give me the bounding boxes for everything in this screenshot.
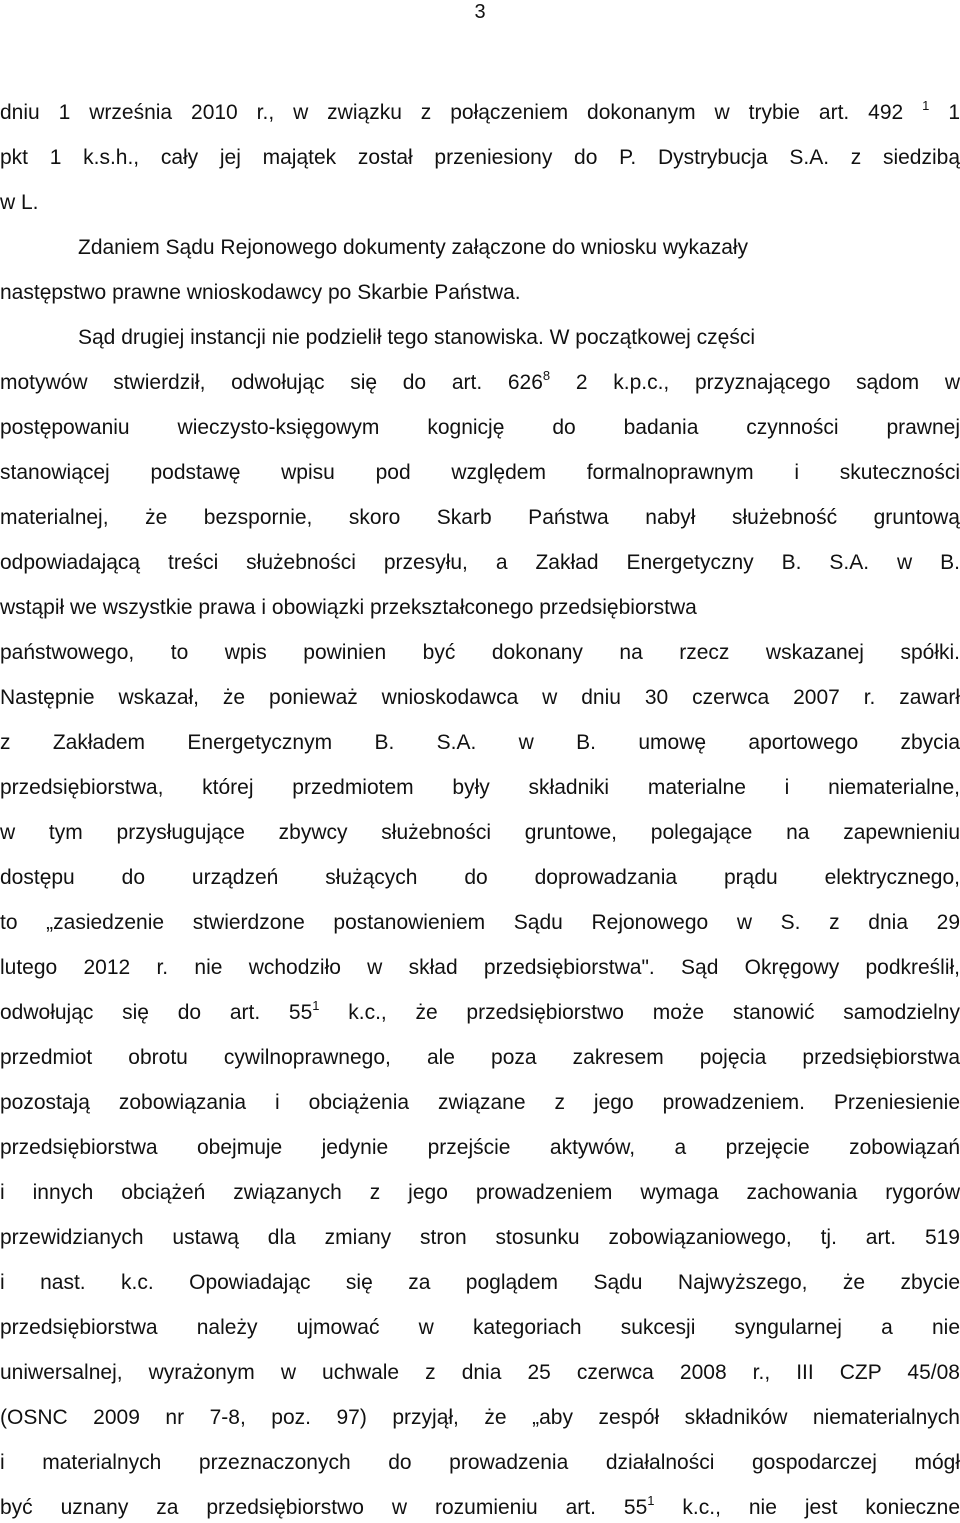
text-segment: Zdaniem Sądu Rejonowego dokumenty załączone do wniosku wykazały: [78, 236, 748, 259]
text-segment: 2 k.p.c., przyznającego sądom w: [576, 371, 960, 394]
text-segment: materialnej, że bezspornie, skoro Skarb Państwa nabył służebność gruntową: [0, 506, 960, 529]
text-line: [0, 1223, 960, 1253]
text-line: [0, 638, 960, 668]
text-segment: być uznany za przedsiębiorstwo w rozumieniu art. 55: [0, 1496, 647, 1519]
text-line: [0, 143, 960, 173]
text-segment: motywów stwierdził, odwołując się do art. 626: [0, 371, 543, 394]
text-line: [0, 1403, 960, 1433]
text-segment: to „zasiedzenie stwierdzone postanowieniem Sądu Rejonowego w S. z dnia 29: [0, 911, 960, 934]
text-segment: następstwo prawne wnioskodawcy po Skarbie Państwa.: [0, 281, 521, 304]
text-segment: k.c., że przedsiębiorstwo może stanowić samodzielny: [320, 1001, 960, 1024]
text-line: [0, 1178, 960, 1208]
text-line: [0, 1493, 960, 1523]
text-line: [0, 278, 960, 308]
text-segment: i materialnych przeznaczonych do prowadzenia działalności gospodarczej mógł: [0, 1451, 960, 1474]
text-line: [0, 863, 960, 893]
text-segment: Sąd drugiej instancji nie podzielił tego stanowiska. W początkowej części: [78, 326, 755, 349]
text-line: [0, 1268, 960, 1298]
text-segment: k.c., nie jest konieczne: [655, 1496, 960, 1519]
superscript: 8: [543, 368, 550, 383]
text-segment: przedsiębiorstwa należy ujmować w kategoriach sukcesji syngularnej a nie: [0, 1316, 960, 1339]
text-segment: pkt 1 k.s.h., cały jej majątek został przeniesiony do P. Dystrybucja S.A. z siedzibą: [0, 146, 960, 169]
text-line: [0, 98, 960, 128]
text-segment: wstąpił we wszystkie prawa i obowiązki przekształconego przedsiębiorstwa: [0, 596, 697, 619]
text-segment: i innych obciążeń związanych z jego prowadzeniem wymaga zachowania rygorów: [0, 1181, 960, 1204]
text-line: [0, 683, 960, 713]
text-line: [0, 1358, 960, 1388]
page-number: 3: [0, 0, 960, 24]
superscript: 1: [312, 998, 319, 1013]
text-segment: pozostają zobowiązania i obciążenia związane z jego prowadzeniem. Przeniesienie: [0, 1091, 960, 1114]
text-segment: przedsiębiorstwa obejmuje jedynie przejście aktywów, a przejęcie zobowiązań: [0, 1136, 960, 1159]
text-segment: odwołując się do art. 55: [0, 1001, 312, 1024]
text-segment: stanowiącej podstawę wpisu pod względem formalnoprawnym i skuteczności: [0, 461, 960, 484]
text-segment: 1: [929, 101, 960, 124]
text-segment: państwowego, to wpis powinien być dokonany na rzecz wskazanej spółki.: [0, 641, 960, 664]
text-line: [0, 728, 960, 758]
text-line: [0, 548, 960, 578]
text-line: [0, 323, 960, 353]
superscript: 1: [647, 1493, 654, 1508]
text-segment: dostępu do urządzeń służących do doprowadzania prądu elektrycznego,: [0, 866, 960, 889]
text-line: [0, 953, 960, 983]
text-segment: przewidzianych ustawą dla zmiany stron stosunku zobowiązaniowego, tj. art. 519: [0, 1226, 960, 1249]
text-line: [0, 818, 960, 848]
text-line: [0, 1133, 960, 1163]
text-segment: Następnie wskazał, że ponieważ wnioskodawca w dniu 30 czerwca 2007 r. zawarł: [0, 686, 960, 709]
text-line: [0, 1088, 960, 1118]
text-line: [0, 188, 960, 218]
text-segment: w L.: [0, 191, 39, 214]
text-line: [0, 773, 960, 803]
text-line: [0, 233, 960, 263]
text-line: [0, 503, 960, 533]
text-line: [0, 908, 960, 938]
text-segment: dniu 1 września 2010 r., w związku z połączeniem dokonanym w trybie art. 492: [0, 101, 922, 124]
text-segment: uniwersalnej, wyrażonym w uchwale z dnia 25 czerwca 2008 r., III CZP 45/08: [0, 1361, 960, 1384]
text-segment: w tym przysługujące zbywcy służebności gruntowe, polegające na zapewnieniu: [0, 821, 960, 844]
text-segment: odpowiadającą treści służebności przesyłu, a Zakład Energetyczny B. S.A. w B.: [0, 551, 960, 574]
text-line: [0, 998, 960, 1028]
text-line: [0, 413, 960, 443]
text-segment: przedmiot obrotu cywilnoprawnego, ale poza zakresem pojęcia przedsiębiorstwa: [0, 1046, 960, 1069]
text-line: [0, 368, 960, 398]
text-segment: lutego 2012 r. nie wchodziło w skład przedsiębiorstwa". Sąd Okręgowy podkreślił,: [0, 956, 960, 979]
text-line: [0, 1313, 960, 1343]
text-segment: [550, 371, 576, 394]
text-line: [0, 1448, 960, 1478]
text-segment: (OSNC 2009 nr 7-8, poz. 97) przyjął, że „aby zespół składników niematerialnych: [0, 1406, 960, 1429]
text-segment: i nast. k.c. Opowiadając się za poglądem Sądu Najwyższego, że zbycie: [0, 1271, 960, 1294]
text-line: [0, 1043, 960, 1073]
text-line: [0, 593, 960, 623]
text-segment: z Zakładem Energetycznym B. S.A. w B. umowę aportowego zbycia: [0, 731, 960, 754]
text-line: [0, 458, 960, 488]
text-segment: przedsiębiorstwa, której przedmiotem były składniki materialne i niematerialne,: [0, 776, 960, 799]
text-segment: postępowaniu wieczysto-księgowym kognicję do badania czynności prawnej: [0, 416, 960, 439]
superscript: 1: [922, 98, 929, 113]
